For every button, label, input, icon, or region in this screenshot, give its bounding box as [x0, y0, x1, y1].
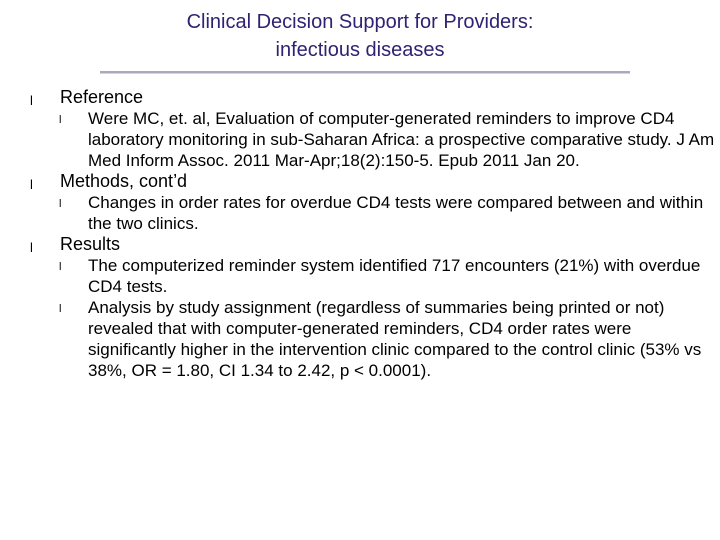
sub-bullet-methods	[0, 192, 720, 234]
bullet-reference	[0, 87, 720, 108]
slide-body	[0, 87, 720, 381]
bullet-marker: l	[30, 240, 33, 255]
sub-bullet-citation	[0, 108, 720, 171]
sub-bullet-results-1	[0, 255, 720, 297]
slide-title-line-2: infectious diseases	[275, 39, 445, 61]
sub-bullet-text: The computerized reminder system identified 717 encounters (21%) with overdue CD4 tests.	[88, 256, 701, 296]
slide-title-line-1: Clinical Decision Support for Providers:	[186, 11, 534, 33]
sub-bullet-marker: l	[59, 114, 62, 126]
sub-bullet-text: Were MC, et. al, Evaluation of computer-generated reminders to improve CD4 laboratory monitoring in sub-Saharan Africa: a prospective comparative study. J Am Med Inform Assoc. 2011 Mar-Apr;18(2):150-5. Epub 2011 Jan 20.	[88, 109, 715, 170]
bullet-methods	[0, 171, 720, 192]
sub-bullet-text: Changes in order rates for overdue CD4 tests were compared between and within the two clinics.	[88, 193, 704, 233]
bullet-label: Reference	[60, 87, 144, 107]
sub-bullet-marker: l	[59, 303, 62, 315]
sub-bullet-results-2	[0, 297, 720, 381]
slide-title	[0, 8, 720, 64]
bullet-marker: l	[30, 177, 33, 192]
sub-bullet-text: Analysis by study assignment (regardless of summaries being printed or not) revealed that with computer-generated reminders, CD4 order rates were significantly higher in the intervention clinic compared to the control clinic (53% vs 38%, OR = 1.80, CI 1.34 to 2.42, p < 0.0001).	[88, 298, 702, 380]
bullet-label: Methods, cont’d	[60, 171, 188, 191]
bullet-results	[0, 234, 720, 255]
bullet-label: Results	[60, 234, 121, 254]
sub-bullet-marker: l	[59, 261, 62, 273]
bullet-marker: l	[30, 93, 33, 108]
title-divider	[100, 71, 630, 74]
sub-bullet-marker: l	[59, 198, 62, 210]
